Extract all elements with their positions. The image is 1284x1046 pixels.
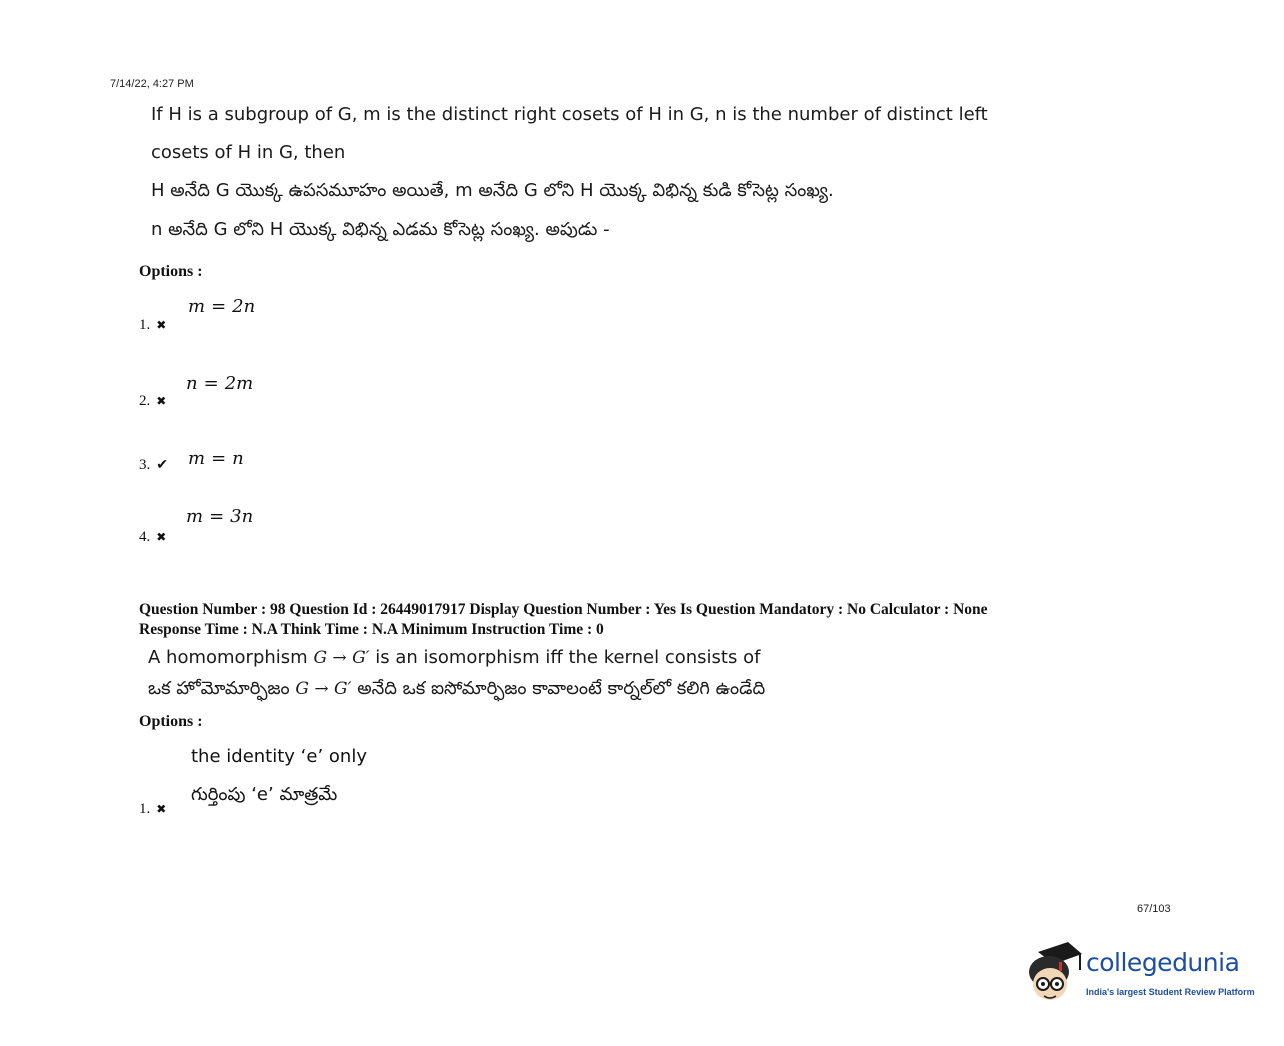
option-3-math	[188, 448, 244, 469]
option-98-1-number: 1.	[139, 801, 151, 817]
collegedunia-logo	[1024, 940, 1254, 1010]
option-1-number: 1.	[139, 317, 151, 333]
cross-icon: ✖	[156, 394, 167, 408]
question-meta-line-1: Question Number : 98 Question Id : 26449017917 Display Question Number : Yes Is Question Mandatory : No Calculator : None	[139, 601, 988, 618]
question-text-line-2: cosets of H in G, then	[151, 142, 346, 163]
option-3-op: =	[211, 448, 227, 469]
cross-icon: ✖	[156, 318, 167, 332]
logo-tagline: India's largest Student Review Platform	[1086, 987, 1255, 997]
question-98-math: G → G′	[313, 648, 370, 668]
question-telugu-line-1: H అనేది G యొక్క ఉపసమూహం అయితే, m అనేది G లోని H యొక్క విభిన్న కుడి కోసెట్ల సంఖ్య.	[151, 180, 834, 201]
question-98-text-suffix: is an isomorphism iff the kernel consists of	[375, 647, 761, 668]
cross-icon: ✖	[156, 802, 167, 816]
question-telugu-line-2: n అనేది G లోని H యొక్క విభిన్న ఎడమ కోసెట్ల సంఖ్య. అపుడు -	[151, 219, 610, 240]
option-1-op: =	[211, 296, 227, 317]
option-4-rhs: 3n	[230, 506, 254, 527]
print-timestamp: 7/14/22, 4:27 PM	[110, 78, 194, 90]
question-98-telugu	[148, 678, 765, 703]
question-98-text-prefix: A homomorphism	[148, 647, 308, 668]
options-label-98: Options :	[139, 713, 203, 730]
option-3	[139, 457, 168, 474]
option-4-lhs: m	[186, 506, 204, 527]
question-text-line-1: If H is a subgroup of G, m is the distinct right cosets of H in G, n is the number of distinct left	[151, 104, 988, 125]
option-1-math	[188, 296, 255, 317]
page-number: 67/103	[1137, 903, 1171, 915]
option-98-1	[139, 801, 166, 818]
option-1	[139, 317, 166, 334]
options-label: Options :	[139, 263, 203, 280]
option-1-rhs: 2n	[232, 296, 256, 317]
question-meta-line-2: Response Time : N.A Think Time : N.A Minimum Instruction Time : 0	[139, 621, 604, 638]
option-4	[139, 529, 166, 546]
question-98-telugu-suffix: అనేది ఒక ఐసోమార్ఫిజం కావాలంటే కార్నల్‌లో కలిగి ఉండేది	[357, 678, 766, 699]
option-2-op: =	[203, 373, 219, 394]
option-2-lhs: n	[186, 373, 198, 394]
option-3-rhs: n	[232, 448, 244, 469]
option-2-number: 2.	[139, 393, 151, 409]
mascot-icon	[1024, 940, 1084, 1010]
question-98-telugu-math: G → G′	[295, 679, 352, 699]
question-98-telugu-prefix: ఒక హోమోమార్ఫిజం	[148, 678, 290, 699]
logo-wordmark: collegedunia	[1086, 948, 1240, 977]
option-4-math	[186, 506, 253, 527]
cross-icon: ✖	[156, 530, 167, 544]
option-3-number: 3.	[139, 457, 151, 473]
option-3-lhs: m	[188, 448, 206, 469]
option-98-1-text-en: the identity ‘e’ only	[191, 746, 367, 767]
option-4-op: =	[209, 506, 225, 527]
option-2-rhs: 2m	[224, 373, 254, 394]
option-98-1-text-te: గుర్తింపు ‘e’ మాత్రమే	[191, 784, 338, 805]
option-2	[139, 393, 166, 410]
checkmark-icon: ✔	[156, 458, 168, 473]
option-4-number: 4.	[139, 529, 151, 545]
option-2-math	[186, 373, 253, 394]
question-98-text	[148, 647, 760, 668]
option-1-lhs: m	[188, 296, 206, 317]
